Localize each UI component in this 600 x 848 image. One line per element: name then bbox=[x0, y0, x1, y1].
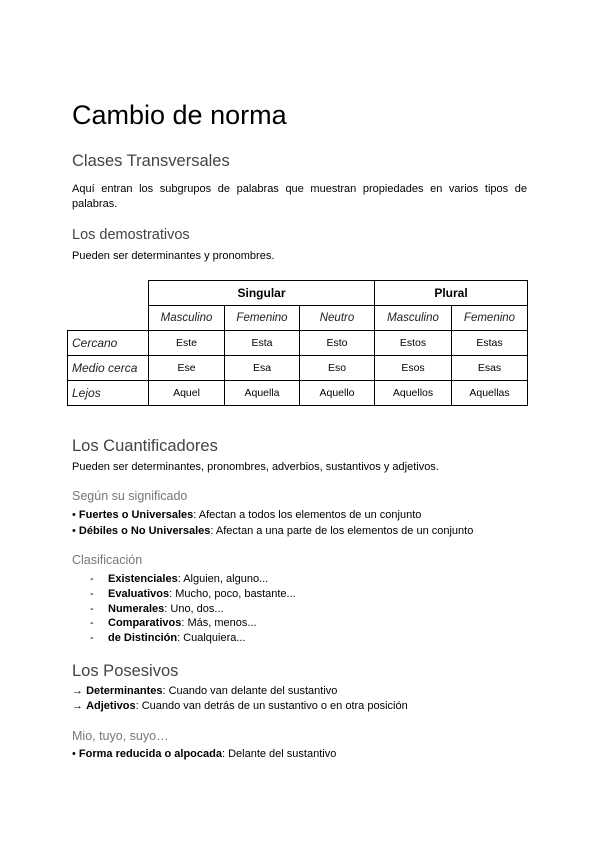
table-group-singular: Singular bbox=[149, 281, 375, 306]
table-cell: Estos bbox=[375, 331, 452, 356]
list-item-text: : Mucho, poco, bastante... bbox=[169, 587, 296, 600]
clasificacion-list bbox=[90, 572, 296, 646]
table-cell: Ese bbox=[149, 356, 225, 381]
heading-segun-significado: Según su significado bbox=[72, 489, 188, 503]
table-cell: Esta bbox=[225, 331, 300, 356]
table-cell: Aquella bbox=[225, 381, 300, 406]
list-item-term: Comparativos bbox=[108, 617, 182, 630]
arrow-icon: → bbox=[72, 700, 83, 712]
table-row bbox=[68, 356, 528, 381]
list-item-term: Forma reducida o alpocada bbox=[78, 748, 222, 760]
list-item-term: Numerales bbox=[108, 602, 165, 615]
table-row-label: Lejos bbox=[68, 381, 149, 406]
table-cell: Aquellas bbox=[452, 381, 528, 406]
heading-mio-tuyo-suyo: Mio, tuyo, suyo… bbox=[72, 729, 169, 743]
table-row bbox=[68, 331, 528, 356]
table-cell: Aquel bbox=[149, 381, 225, 406]
list-item-term: Determinantes bbox=[86, 685, 163, 697]
heading-clases-transversales: Clases Transversales bbox=[72, 152, 230, 170]
table-cell: Esas bbox=[452, 356, 528, 381]
table-cell: Aquello bbox=[300, 381, 375, 406]
list-item bbox=[90, 602, 296, 617]
arrow-icon: → bbox=[72, 685, 83, 697]
paragraph-clases-transversales: Aquí entran los subgrupos de palabras que muestran propiedades en varios tipos de palabras. bbox=[72, 183, 527, 210]
list-item-text: : Cuando van delante del sustantivo bbox=[162, 685, 338, 697]
list-item bbox=[90, 616, 296, 631]
paragraph-demostrativos: Pueden ser determinantes y pronombres. bbox=[72, 250, 275, 262]
heading-posesivos: Los Posesivos bbox=[72, 662, 179, 680]
list-item bbox=[72, 748, 336, 760]
list-item-term: Existenciales bbox=[108, 573, 178, 585]
list-item-text: : Cualquiera... bbox=[177, 632, 246, 645]
table-cell: Eso bbox=[300, 356, 375, 381]
table-group-plural: Plural bbox=[375, 281, 528, 306]
dash: - bbox=[90, 573, 94, 585]
heading-cuantificadores: Los Cuantificadores bbox=[72, 437, 218, 455]
dash: - bbox=[90, 602, 94, 615]
list-item-text: : Afectan a todos los elementos de un conjunto bbox=[193, 509, 422, 521]
list-item bbox=[90, 572, 296, 587]
dash: - bbox=[90, 617, 94, 630]
dash: - bbox=[90, 587, 94, 600]
list-item-term: Fuertes o Universales bbox=[78, 509, 194, 521]
table-cell: Esto bbox=[300, 331, 375, 356]
list-item bbox=[72, 685, 337, 697]
bullet: • bbox=[72, 525, 76, 537]
table-cell: Esa bbox=[225, 356, 300, 381]
table-col-header: Masculino bbox=[375, 306, 452, 331]
heading-demostrativos: Los demostrativos bbox=[72, 227, 190, 243]
demostrativos-table bbox=[67, 280, 528, 406]
dash: - bbox=[90, 632, 94, 645]
list-item-term: Adjetivos bbox=[86, 700, 136, 712]
list-item bbox=[90, 631, 296, 646]
table-col-header: Neutro bbox=[300, 306, 375, 331]
list-item bbox=[90, 587, 296, 602]
list-item bbox=[72, 509, 421, 521]
list-item-text: : Uno, dos... bbox=[164, 602, 224, 615]
bullet: • bbox=[72, 748, 76, 760]
heading-clasificacion: Clasificación bbox=[72, 553, 143, 567]
table-corner bbox=[68, 306, 149, 331]
table-col-header: Masculino bbox=[149, 306, 225, 331]
table-row bbox=[68, 381, 528, 406]
table-row-label: Cercano bbox=[68, 331, 149, 356]
list-item-text: : Delante del sustantivo bbox=[221, 748, 337, 760]
table-cell: Aquellos bbox=[375, 381, 452, 406]
page-title: Cambio de norma bbox=[72, 100, 287, 130]
paragraph-cuantificadores: Pueden ser determinantes, pronombres, adverbios, sustantivos y adjetivos. bbox=[72, 461, 439, 473]
list-item-text: : Alguien, alguno... bbox=[177, 573, 269, 585]
table-cell: Estas bbox=[452, 331, 528, 356]
bullet: • bbox=[72, 509, 76, 521]
table-col-header: Femenino bbox=[452, 306, 528, 331]
list-item bbox=[72, 700, 408, 712]
list-item-text: : Afectan a una parte de los elementos de un conjunto bbox=[210, 525, 474, 537]
table-corner bbox=[68, 281, 149, 306]
table-row-label: Medio cerca bbox=[68, 356, 149, 381]
list-item-term: Débiles o No Universales bbox=[78, 525, 211, 537]
list-item-term: Evaluativos bbox=[108, 587, 170, 600]
table-cell: Esos bbox=[375, 356, 452, 381]
list-item-text: : Cuando van detrás de un sustantivo o en otra posición bbox=[135, 700, 408, 712]
list-item-text: : Más, menos... bbox=[181, 617, 257, 630]
list-item bbox=[72, 525, 473, 537]
table-cell: Este bbox=[149, 331, 225, 356]
table-col-header: Femenino bbox=[225, 306, 300, 331]
list-item-term: de Distinción bbox=[108, 632, 178, 645]
